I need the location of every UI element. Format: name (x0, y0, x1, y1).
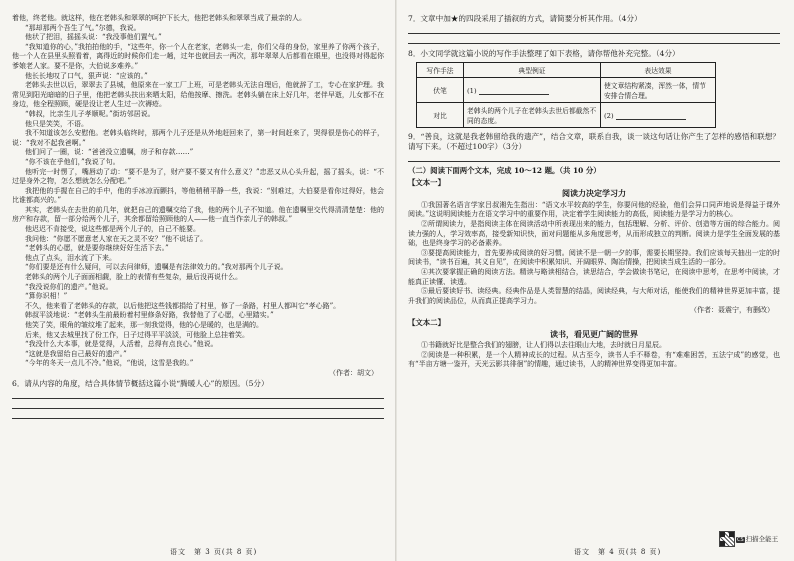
paragraph: “那却那两个吾生了气。”尔德，我说。 (25, 23, 141, 32)
story-text (12, 14, 384, 369)
table-cell-example: 老韩头的两个儿子在老韩头去世后都截然不同的态度。 (464, 103, 601, 128)
paragraph: 着他，终老他。就这样，他在老韩头和翠翠的呵护下长大，他把老韩头和翠翠当成了最亲的人。 (12, 14, 306, 22)
page-3 (12, 14, 384, 545)
table-header: 写作手法 (417, 63, 464, 78)
text1-source: （作者：聂震宁，有删改） (690, 306, 774, 315)
answer-line[interactable] (408, 161, 780, 162)
table-cell-method: 对比 (417, 103, 464, 128)
paragraph: “这就是我留给自己最好的遗产。” (25, 349, 127, 358)
table-header: 典型例证 (464, 63, 601, 78)
paragraph: “我没什么大本事，就是觉得，人活着，总得有点良心。”他说。 (25, 340, 218, 349)
paragraph: 他听完一时愣了，嘴唇动了动：“要不是为了，财产要不要又有什么意义？”忠恶又从心头升起，摇了摇头，说：“不过是身外之物，怎么想就怎么分配吧。” (12, 167, 384, 186)
paragraph: 不久，他来看了老韩头的存款，以后他把这些钱都捐给了村里，修了一条路，村里人都叫它“孝心路”。 (25, 301, 341, 310)
table-header: 表达效果 (601, 63, 716, 78)
paragraph: ⑤最后要读好书、读经典。经典作品是人类智慧的结晶，阅读经典，与大师对话，能使我们的精神世界更加丰富，提升我们的阅读品位，从而真正提高学习力。 (408, 287, 780, 305)
paragraph: “你不该在乎他们，”我说了句。 (25, 157, 120, 166)
table-cell-effect[interactable]: (2) (601, 103, 716, 128)
page-4 (408, 14, 780, 545)
camscanner-logo-icon: CS (737, 537, 744, 543)
paragraph: 我把他的手握在自己的手中，他的手冰凉而颤抖，等他稍稍平静一些，我说：“别难过，大伯要是看你过得好，他会比谁都高兴的。” (12, 186, 384, 205)
paragraph: 他笑了笑，眼角的皱纹堆了起来，那一刻我觉得，他的心是暖的，也是满的。 (25, 321, 263, 329)
paragraph: “我没说你们的遗产。”他说。 (25, 282, 113, 291)
paragraph: 韩叔平淡地说：“老韩头生前最盼着村里修条好路，我替他了了心愿，心里踏实。” (25, 311, 274, 320)
text2-body (408, 341, 780, 370)
table-cell-effect: 使文章结构紧凑，浑然一体，情节安排合情合理。 (601, 78, 716, 103)
section-heading: （二）阅读下面两个文本，完成 10～12 题。（共 10 分） (408, 166, 601, 175)
paragraph: “老韩头的心愿，就是要你继续好好生活下去。” (25, 244, 169, 253)
qr-code-icon (719, 531, 735, 547)
paragraph: 他长长地叹了口气，狠声说：“应该的。” (25, 71, 148, 80)
answer-line[interactable] (408, 33, 780, 34)
answer-line[interactable] (12, 418, 384, 419)
answer-line[interactable] (408, 43, 780, 44)
question-6: 6．请从内容的角度，结合具体情节概括这篇小说“腾暖人心”的原因。（5分） (12, 378, 269, 388)
paragraph: 他只是笑笑，不语。 (25, 119, 88, 128)
question-9: 9．“善良，这就是我老韩留给我的遗产”，结合文章，联系自我，谈一谈这句话让你产生了怎样的感悟和联想？请写下来。（不超过100字）（3分） (408, 132, 780, 151)
table-cell-example[interactable]: (1) (464, 78, 601, 103)
table-cell-method: 伏笔 (417, 78, 464, 103)
text1-label: 【文本一】 (408, 177, 445, 187)
paragraph: 我问他：“你愿不愿意老人家在天之灵不安？”他不说话了。 (25, 234, 208, 243)
paragraph: 老韩头的两个儿子面面相觑，脸上的表情有些复杂，最后没再说什么。 (25, 273, 242, 282)
paragraph: 他状了把泪，摇摇头说：“我没事他们置气。” (25, 33, 162, 42)
paragraph: 他点了点头，泪水流了下来。 (25, 253, 116, 262)
paragraph: “韩叔，比亲生儿子孝顺呢。”街坊邻居说。 (25, 109, 155, 118)
paragraph: “今年的冬天一点儿不冷。”他说，“他说，这雪是我的。” (25, 359, 194, 368)
paragraph: “算你识相！” (25, 292, 68, 301)
paragraph: 后来，他又去城里找了份工作，日子过得平平淡淡，可他脸上总挂着笑。 (25, 330, 249, 339)
paragraph: ②阅读是一种积累，是一个人精神成长的过程。从古至今，读书人手不释卷，有“难难困苦，五法宁成”的感觉，也有“半亩方塘一鉴开，天光云影共徘徊”的情趣，通过读书，人的精神世界变得更加丰富。 (408, 350, 780, 369)
paragraph: 其实，老韩头在去世的前几年，就把自己的遗嘱交给了我，他的两个儿子不知道。他在遗嘱里交代得清清楚楚：他的房产和存款，留一部分给两个儿子，其余都留给照顾他的人——他一直当作亲儿子的韩叔。” (12, 205, 384, 224)
paragraph: 他迟迟不肯接受，说这些都是两个儿子的，自己不能要。 (25, 225, 200, 234)
paragraph: ①书籍就好比是整合我们的翅膀，让人们得以去往眼山大地，去时就日月星辰。 (421, 341, 666, 350)
paragraph: “你们要是还有什么疑问，可以去问律师，遗嘱是有法律效力的。”我对那两个儿子说。 (25, 263, 288, 272)
paragraph: ④其次要掌握正确的阅读方法。精读与略读相结合，读思结合，学会做读书笔记，在阅读中思考，在思考中阅读，才能真正读懂、读透。 (408, 267, 780, 286)
table-row (417, 78, 716, 103)
page-gutter (395, 0, 397, 561)
table-row (417, 103, 716, 128)
text2-label: 【文本二】 (408, 317, 445, 327)
page-4-footer: 语文 第 4 页(共 8 页) (574, 548, 662, 556)
paragraph: ①我国著名语言学家吕叔湘先生指出：“语文水平较高的学生，你要问他的经验，他们会异口同声地说是得益于课外阅读。”这说明阅读能力在语文学习中的重要作用，决定着学生阅读能力的高低，阅读能力是学习力的核心。 (408, 200, 780, 219)
scanner-watermark: CS 扫描全能王 (737, 535, 779, 543)
text2-title: 读书，看见更广阔的世界 (550, 328, 638, 339)
paragraph: 我不知道该怎么安慰他。老韩头临终时，那两个儿子还是从外地赶回来了，第一时间赶来了，哭得很是伤心的样子，说：“我对不起我爸啊。” (12, 129, 384, 147)
answer-line[interactable] (12, 408, 384, 409)
paragraph: ③要提高阅读能力，首先要养成阅读的好习惯。阅读不是一朝一夕的事，需要长期坚持。我们应该每天抽出一定的时间读书，“读书百遍，其义自见”，在阅读中积累知识、开阔眼界、陶冶情操，把阅读当成生活的一部分。 (408, 248, 780, 267)
technique-table (416, 62, 716, 128)
paragraph: 老韩头去世以后，翠翠去了县城，他原来在一家工厂上班，可是老韩头无法自理后，他就辞了工，专心在家护理。我常见到阳光暗暗的日子里，他把老韩头扶出来晒太阳，给他按摩、擦洗。老韩头躺在床上好几年，老伴早逝，儿女都不在身边，他全程照顾，硬是没让老人生过一次褥疮。 (12, 81, 384, 109)
paragraph: “我知道你的心，”我拍拍他的手，“这些年，你一个人在老家，老韩头一走，你们父母的身份，家里养了你两个孩子，他一个人在县里头照看着，离得近的时候你们走一趟，过年也就回去一两次，那年翠翠人后都看在眼里，也没得对得起你爹娘老人家。要不是你，大伯说多难养。” (12, 42, 384, 70)
answer-line[interactable] (12, 398, 384, 399)
text1-title: 阅读力决定学习力 (562, 188, 626, 199)
question-7: 7．文章中加★的四段采用了插叙的方式，请简要分析其作用。（4分） (408, 14, 642, 23)
story-author: （作者：胡文） (329, 368, 378, 377)
paragraph: ②所谓阅读力，是指阅读主体在阅读活动中所表现出来的能力，包括理解、分析、评价、创造等方面的综合能力。阅读力强的人，学习效率高，接受新知识快，面对问题能从多角度思考，从而形成独立的判断。阅读力是学生全面发展的基础，也是终身学习的必备素养。 (408, 219, 780, 248)
question-8: 8．小文同学就这篇小说的写作手法整理了如下表格，请你帮他补充完整。（4分） (408, 49, 680, 58)
page-3-footer: 语文 第 3 页(共 8 页) (170, 548, 258, 556)
paragraph: 他们问了一圈，说：“爸爸没立遗嘱，房子和存款……” (25, 148, 194, 157)
text1-body (408, 201, 780, 307)
